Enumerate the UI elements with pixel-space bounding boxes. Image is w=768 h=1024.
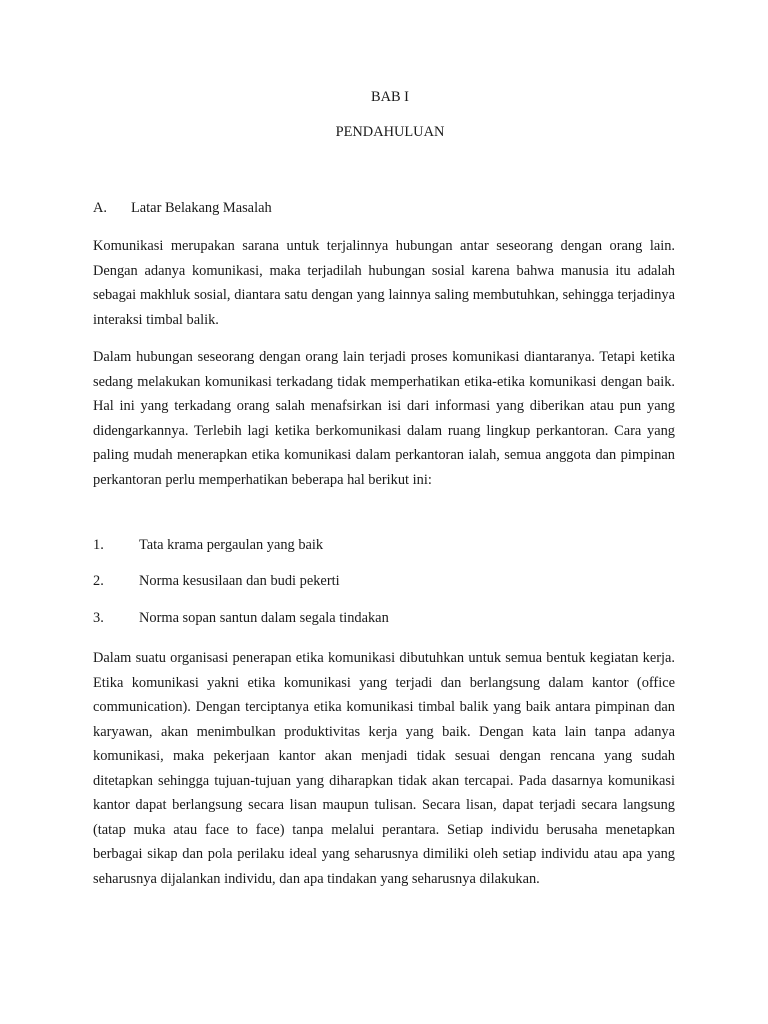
list-item — [93, 537, 323, 554]
chapter-number: BAB I — [371, 89, 409, 105]
section-heading — [93, 200, 272, 217]
list-item — [93, 610, 389, 627]
list-item-text: Tata krama pergaulan yang baik — [139, 537, 324, 553]
paragraph: Dalam suatu organisasi penerapan etika komunikasi dibutuhkan untuk semua bentuk kegiatan kerja. Etika komunikasi yakni etika komunikasi yang terjadi dan berlangsung dalam kantor (office communication). Dengan terciptanya etika komunikasi timbal balik yang baik antara pimpinan dan karyawan, akan menimbulkan produktivitas kerja yang baik. Dengan kata lain tanpa adanya komunikasi, maka pekerjaan kantor akan menjadi tidak sesuai dengan rencana yang sudah ditetapkan sehingga tujuan-tujuan yang diharapkan tidak akan tercapai. Pada dasarnya komunikasi kantor dapat berlangsung secara lisan maupun tulisan. Secara lisan, dapat terjadi secara langsung (tatap muka atau face to face) tanpa melalui perantara. Setiap individu berusaha menetapkan berbagai sikap dan pola perilaku ideal yang seharusnya dimiliki oleh setiap individu atau apa yang seharusnya dijalankan individu, dan apa tindakan yang seharusnya dilakukan. — [93, 650, 675, 887]
paragraph: Komunikasi merupakan sarana untuk terjalinnya hubungan antar seseorang dengan orang lain. Dengan adanya komunikasi, maka terjadilah hubungan sosial karena bahwa manusia itu adalah sebagai makhluk sosial, diantara satu dengan yang lainnya saling membutuhkan, sehingga terjadinya interaksi timbal balik. — [93, 238, 675, 328]
section-marker: A. — [93, 200, 107, 216]
list-item-number: 1. — [93, 537, 104, 553]
chapter-title: PENDAHULUAN — [335, 124, 445, 140]
list-item-number: 2. — [93, 573, 104, 589]
list-item-number: 3. — [93, 610, 104, 626]
paragraph: Dalam hubungan seseorang dengan orang lain terjadi proses komunikasi diantaranya. Tetapi ketika sedang melakukan komunikasi terkadang tidak memperhatikan etika-etika komunikasi dengan baik. Hal ini yang terkadang orang salah menafsirkan isi dari informasi yang diberikan atau pun yang didengarkannya. Terlebih lagi ketika berkomunikasi dalam ruang lingkup perkantoran. Cara yang paling mudah menerapkan etika komunikasi dalam perkantoran ialah, semua anggota dan pimpinan perkantoran perlu memperhatikan beberapa hal berikut ini: — [93, 349, 675, 488]
list-item-text: Norma sopan santun dalam segala tindakan — [139, 610, 389, 626]
list-item — [93, 573, 340, 590]
list-item-text: Norma kesusilaan dan budi pekerti — [139, 573, 340, 589]
section-title: Latar Belakang Masalah — [131, 200, 272, 216]
